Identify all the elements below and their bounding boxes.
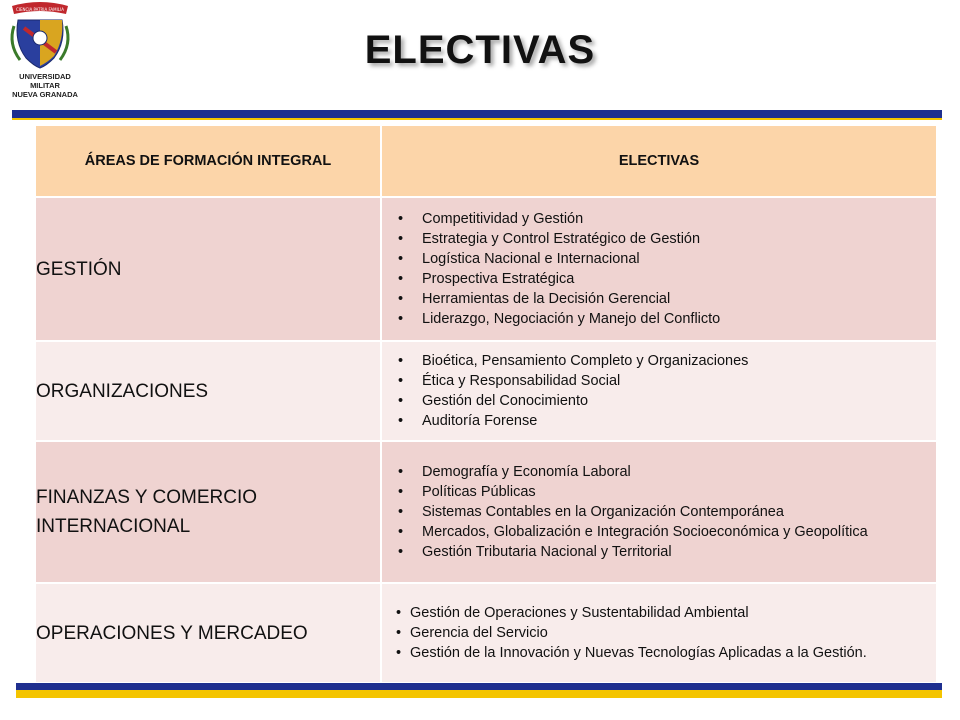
list-item: • Gerencia del Servicio: [382, 623, 936, 643]
list-item: • Herramientas de la Decisión Gerencial: [382, 289, 936, 309]
list-item: • Demografía y Economía Laboral: [382, 462, 936, 482]
area-cell: GESTIÓN: [35, 197, 381, 341]
area-cell: FINANZAS Y COMERCIO INTERNACIONAL: [35, 441, 381, 583]
list-item: • Gestión de Operaciones y Sustentabilidad Ambiental: [382, 603, 936, 623]
table-row-organizaciones: [35, 341, 937, 441]
list-item: • Estrategia y Control Estratégico de Gestión: [382, 229, 936, 249]
electives-cell: [381, 341, 937, 441]
svg-text:CIENCIA PATRIA FAMILIA: CIENCIA PATRIA FAMILIA: [16, 7, 64, 12]
list-item: • Mercados, Globalización e Integración Socioeconómica y Geopolítica: [382, 522, 936, 542]
top-divider-blue: [12, 110, 942, 118]
list-item: • Liderazgo, Negociación y Manejo del Conflicto: [382, 309, 936, 329]
table-header-row: [35, 125, 937, 197]
university-name-line2: NUEVA GRANADA: [12, 90, 78, 99]
list-item: • Gestión del Conocimiento: [382, 391, 936, 411]
page-title: ELECTIVAS: [364, 28, 596, 72]
list-item: • Gestión de la Innovación y Nuevas Tecnologías Aplicadas a la Gestión.: [382, 643, 936, 663]
bottom-divider-yellow: [16, 690, 942, 698]
list-item: • Bioética, Pensamiento Completo y Organizaciones: [382, 351, 936, 371]
list-item: • Ética y Responsabilidad Social: [382, 371, 936, 391]
table-row-operaciones: [35, 583, 937, 683]
table-row-gestion: [35, 197, 937, 341]
electives-cell: [381, 583, 937, 683]
table-row-finanzas: [35, 441, 937, 583]
header-areas: ÁREAS DE FORMACIÓN INTEGRAL: [35, 125, 381, 197]
electives-table: [34, 124, 938, 684]
university-name: [10, 72, 80, 99]
bottom-divider-blue: [16, 683, 942, 690]
list-item: • Políticas Públicas: [382, 482, 936, 502]
area-cell: OPERACIONES Y MERCADEO: [35, 583, 381, 683]
list-item: • Gestión Tributaria Nacional y Territorial: [382, 542, 936, 562]
university-name-line1: UNIVERSIDAD MILITAR: [19, 72, 71, 90]
electives-cell: [381, 441, 937, 583]
list-item: • Prospectiva Estratégica: [382, 269, 936, 289]
list-item: • Sistemas Contables en la Organización Contemporánea: [382, 502, 936, 522]
electives-cell: [381, 197, 937, 341]
list-item: • Competitividad y Gestión: [382, 209, 936, 229]
list-item: • Auditoría Forense: [382, 411, 936, 431]
list-item: • Logística Nacional e Internacional: [382, 249, 936, 269]
area-cell: ORGANIZACIONES: [35, 341, 381, 441]
header-electivas: ELECTIVAS: [381, 125, 937, 197]
top-divider-yellow: [12, 118, 942, 120]
